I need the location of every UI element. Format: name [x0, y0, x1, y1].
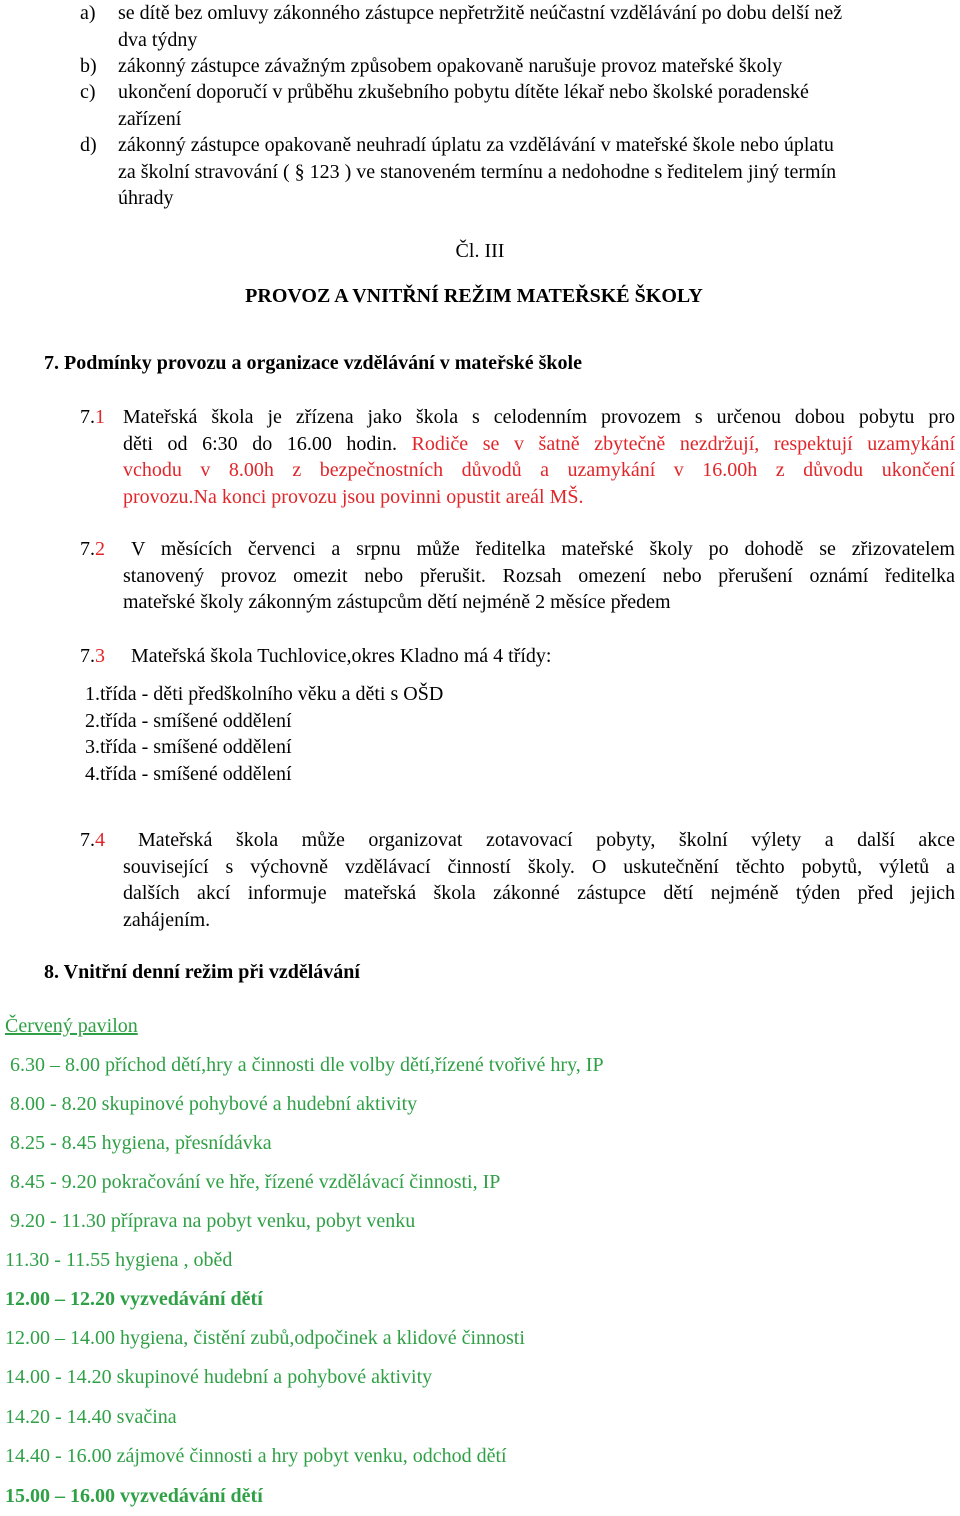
p74-line4: zahájením. [123, 908, 211, 931]
list-item-a-line2: dva týdny [118, 28, 198, 51]
p72-number-sub: 2 [95, 538, 105, 560]
p74-line3: dalších akcí informuje mateřská škola zákonné zástupce dětí nejméně týden před jejich [123, 882, 955, 904]
p74-text [123, 827, 955, 933]
p73-number [80, 643, 105, 670]
class-item-2: 2.třída - smíšené oddělení [85, 709, 292, 732]
p71-line3: vchodu v 8.00h z bezpečnostních důvodů a uzamykání v 16.00h z důvodu ukončení [123, 459, 955, 481]
class-item-3: 3.třída - smíšené oddělení [85, 736, 292, 758]
list-label-d: d) [80, 134, 97, 156]
p72-line2: stanovený provoz omezit nebo přerušit. Rozsah omezení nebo přerušení oznámí ředitelka [123, 564, 955, 587]
p74-number-sub: 4 [95, 829, 105, 851]
list-item-d-line2: za školní stravování ( § 123 ) ve stanoveném termínu a nedohodne s ředitelem jiný termín [118, 160, 837, 183]
p71-number-main: 7. [80, 406, 95, 428]
p72-line3: mateřské školy zákonným zástupcům dětí nejméně 2 měsíce předem [123, 591, 671, 613]
p73-number-main: 7. [80, 645, 95, 667]
list-label-b: b) [80, 55, 97, 77]
class-list [85, 681, 443, 787]
p71-line4: provozu.Na konci provozu jsou povinni opustit areál MŠ. [123, 485, 584, 508]
schedule-item-9: 14.00 - 14.20 skupinové hudební a pohybové aktivity [5, 1366, 433, 1388]
p71-text [123, 404, 955, 510]
p73-text: Mateřská škola Tuchlovice,okres Kladno má 4 třídy: [131, 645, 552, 667]
section7-heading: 7. Podmínky provozu a organizace vzdělávání v mateřské škole [44, 352, 582, 374]
class-item-4: 4.třída - smíšené oddělení [85, 762, 292, 785]
schedule-item-4: 8.45 - 9.20 pokračování ve hře, řízené vzdělávací činnosti, IP [10, 1171, 501, 1193]
list-label-c: c) [80, 81, 96, 103]
schedule-item-10: 14.20 - 14.40 svačina [5, 1406, 177, 1428]
article-title: PROVOZ A VNITŘNÍ REŽIM MATEŘSKÉ ŠKOLY [245, 285, 703, 307]
article-number: Čl. III [455, 240, 505, 262]
class-item-1: 1.třída - děti předškolního věku a děti s OŠD [85, 683, 444, 705]
schedule-item-2: 8.00 - 8.20 skupinové pohybové a hudební aktivity [10, 1093, 418, 1115]
list-item-b-line1: zákonný zástupce závažným způsobem opakovaně narušuje provoz mateřské školy [118, 55, 783, 77]
schedule-item-7: 12.00 – 12.20 vyzvedávání dětí [5, 1288, 263, 1310]
schedule-item-6: 11.30 - 11.55 hygiena , oběd [5, 1249, 233, 1271]
p71-line2-red: Rodiče se v šatně zbytečně nezdržují, respektují uzamykání [411, 432, 956, 455]
schedule-item-8: 12.00 – 14.00 hygiena, čistění zubů,odpočinek a klidové činnosti [5, 1327, 525, 1349]
p71-number [80, 404, 105, 431]
list-item-a-line1: se dítě bez omluvy zákonného zástupce nepřetržitě neúčastní vzdělávání po dobu delší než [118, 2, 843, 24]
schedule-item-3: 8.25 - 8.45 hygiena, přesnídávka [10, 1132, 272, 1154]
list-item-d [118, 132, 958, 212]
p72-number [80, 536, 105, 563]
p71-line2 [123, 431, 955, 458]
list-item-d-line3: úhrady [118, 187, 174, 209]
list-item-b [118, 53, 958, 80]
schedule-item-11: 14.40 - 16.00 zájmové činnosti a hry pobyt venku, odchod dětí [5, 1445, 507, 1467]
list-item-d-line1: zákonný zástupce opakovaně neuhradí úplatu za vzdělávání v mateřské škole nebo úplatu [118, 134, 834, 156]
p74-line1: Mateřská škola může organizovat zotavovací pobyty, školní výlety a další akce [138, 829, 955, 851]
pavilion-heading: Červený pavilon [5, 1015, 138, 1037]
p71-line2-black: děti od 6:30 do 16.00 hodin. [123, 432, 397, 455]
p71-line1: Mateřská škola je zřízena jako škola s celodenním provozem s určenou dobou pobytu pro [123, 406, 955, 428]
p74-line2: související s výchovně vzdělávací činností školy. O uskutečnění těchto pobytů, výletů a [123, 855, 955, 878]
p72-number-main: 7. [80, 538, 95, 560]
list-item-c-line1: ukončení doporučí v průběhu zkušebního pobytu dítěte lékař nebo školské poradenské [118, 81, 809, 103]
p73-number-sub: 3 [95, 645, 105, 667]
list-item-c-line2: zařízení [118, 107, 182, 130]
p72-line1: V měsících červenci a srpnu může ředitelka mateřské školy po dohodě se zřizovatelem [131, 538, 955, 560]
list-label-a: a) [80, 2, 96, 24]
list-item-a [118, 0, 958, 53]
p72-text [123, 536, 955, 616]
p71-number-sub: 1 [95, 406, 105, 428]
schedule-item-12: 15.00 – 16.00 vyzvedávání dětí [5, 1485, 263, 1507]
schedule-item-5: 9.20 - 11.30 příprava na pobyt venku, pobyt venku [10, 1210, 416, 1232]
list-item-c [118, 79, 958, 132]
p74-number [80, 827, 105, 854]
section8-heading: 8. Vnitřní denní režim při vzdělávání [44, 961, 360, 983]
p74-number-main: 7. [80, 829, 95, 851]
schedule-item-1: 6.30 – 8.00 příchod dětí,hry a činnosti dle volby dětí,řízené tvořivé hry, IP [10, 1054, 604, 1076]
